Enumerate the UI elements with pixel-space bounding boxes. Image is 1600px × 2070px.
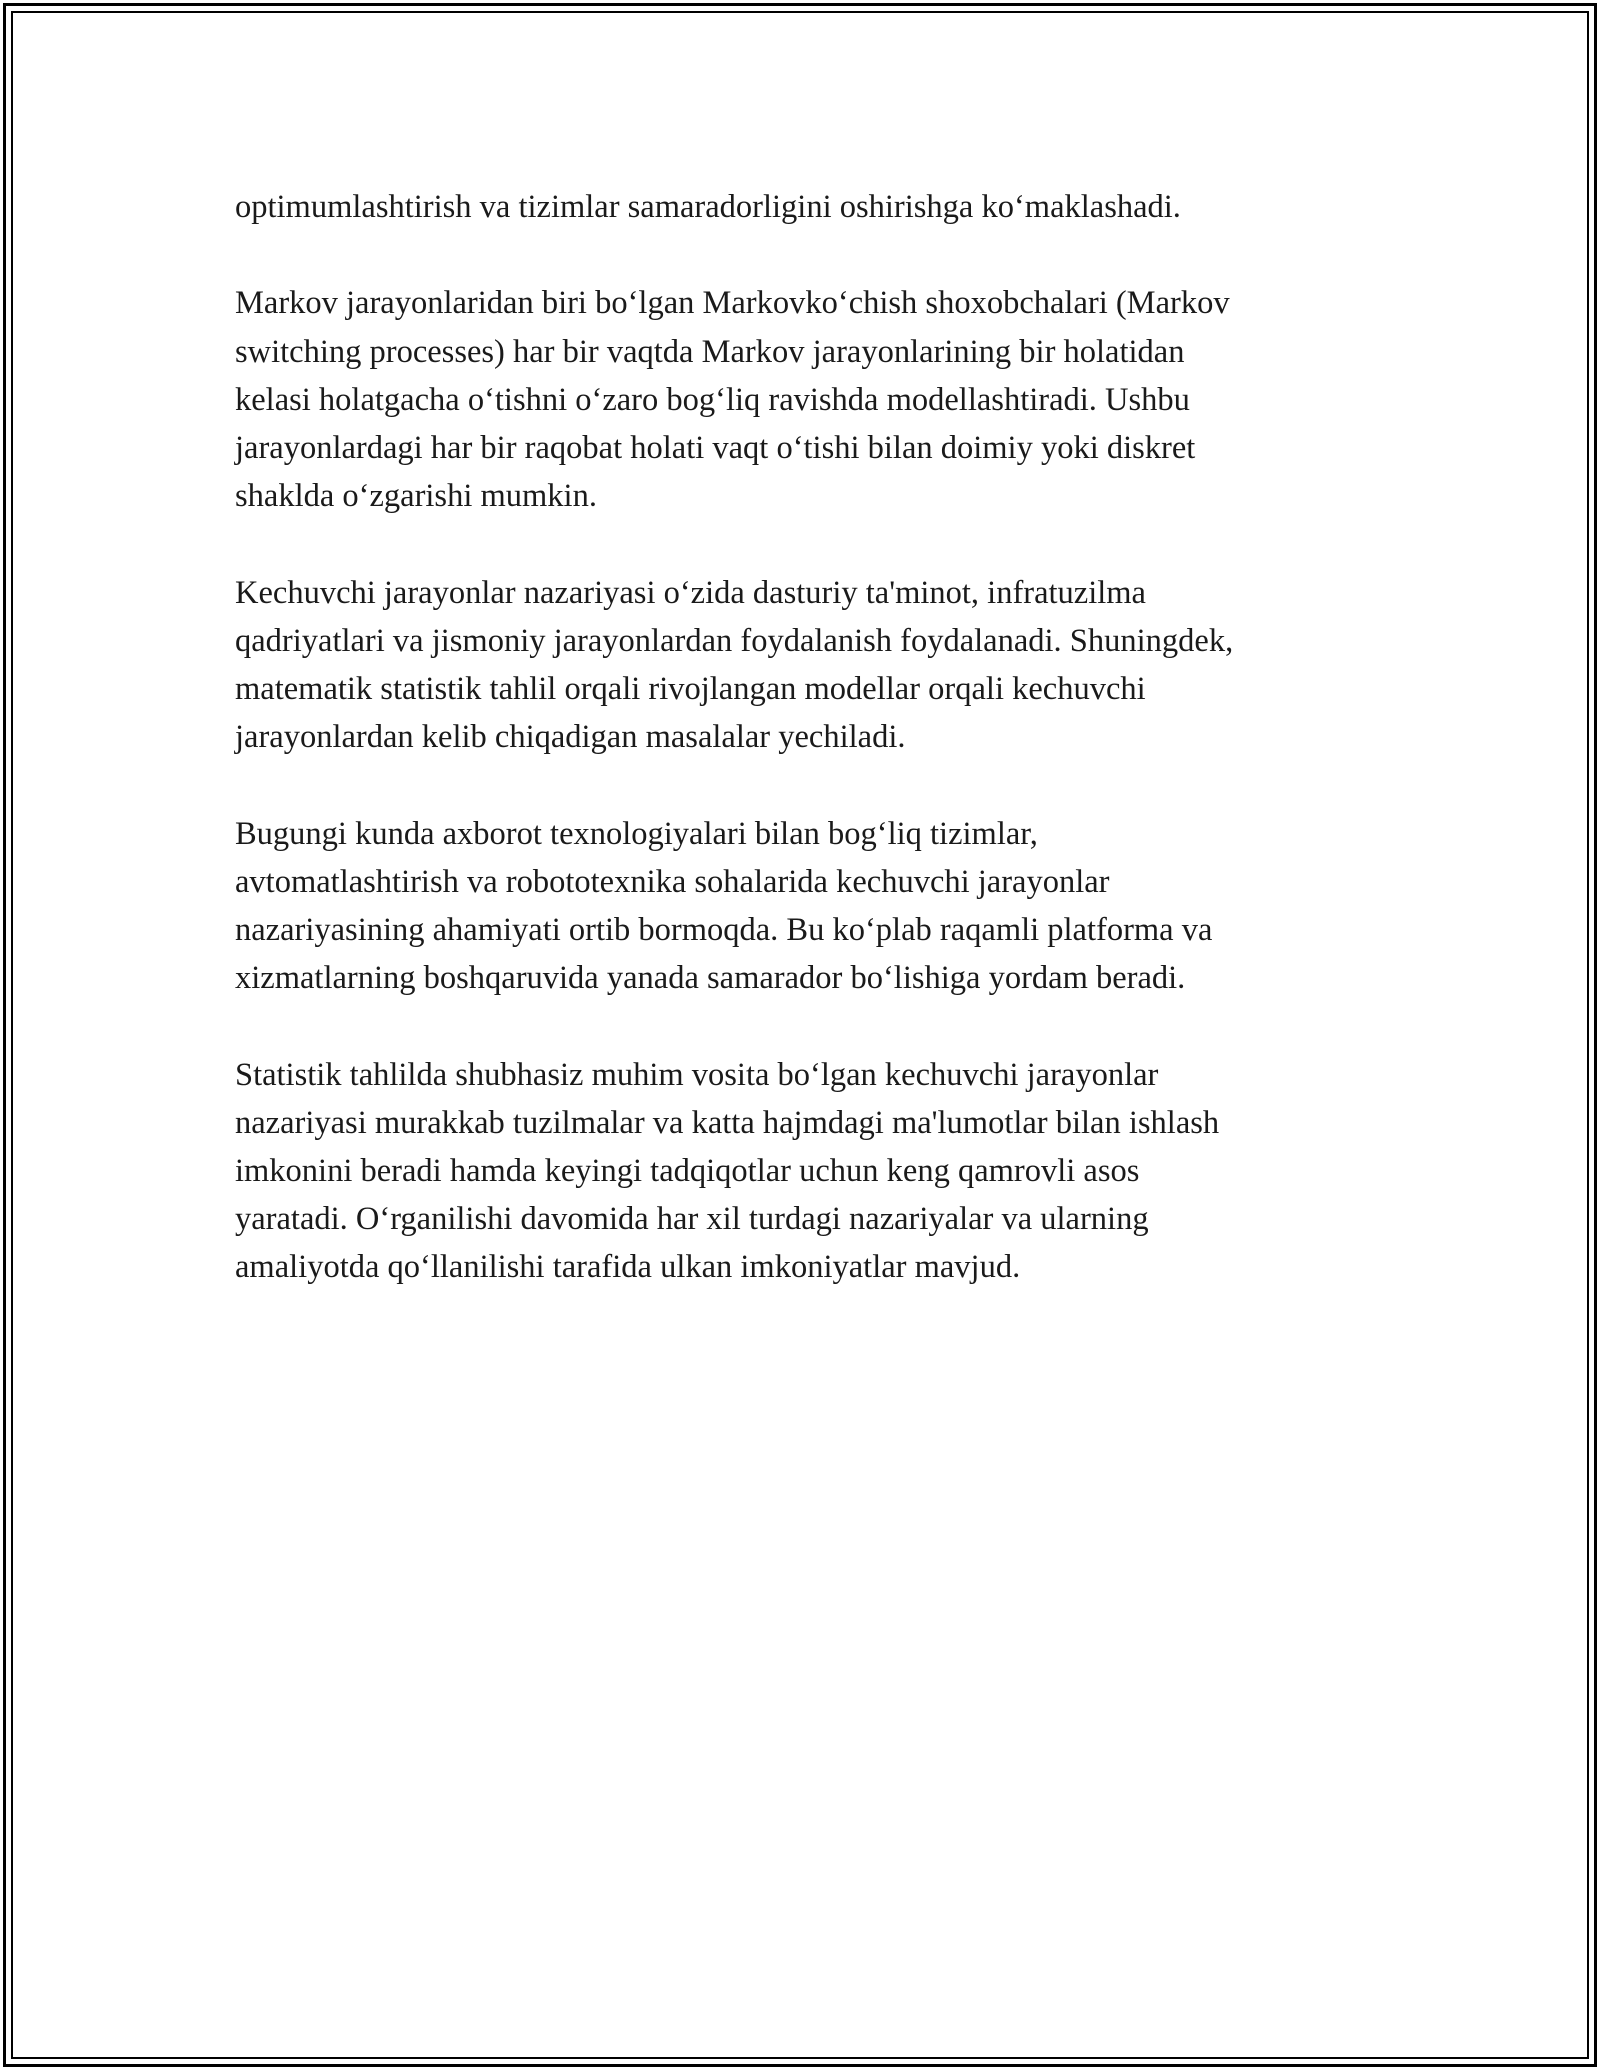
- text-line: switching processes) har bir vaqtda Markov jarayonlarining bir holatidan: [235, 333, 1185, 370]
- text-line: qadriyatlari va jismoniy jarayonlardan foydalanish foydalanadi. Shuningdek,: [235, 622, 1234, 659]
- text-line: Kechuvchi jarayonlar nazariyasi o‘zida dasturiy ta'minot, infratuzilma: [235, 574, 1146, 611]
- text-line: nazariyasining ahamiyati ortib bormoqda. Bu ko‘plab raqamli platforma va: [235, 912, 1213, 948]
- text-line: kelasi holatgacha o‘tishni o‘zaro bog‘liq ravishda modellashtiradi. Ushbu: [235, 381, 1190, 418]
- paragraph-2: [235, 279, 1405, 520]
- paragraph-3: [235, 569, 1405, 762]
- text-line: xizmatlarning boshqaruvida yanada samarador bo‘lishiga yordam beradi.: [235, 960, 1186, 997]
- paragraph-1: [235, 183, 1405, 231]
- text-line: optimumlashtirish va tizimlar samaradorligini oshirishga ko‘maklashadi.: [235, 189, 1181, 225]
- text-line: yaratadi. O‘rganilishi davomida har xil turdagi nazariyalar va ularning: [235, 1201, 1149, 1238]
- text-line: Statistik tahlilda shubhasiz muhim vosita bo‘lgan kechuvchi jarayonlar: [235, 1056, 1159, 1093]
- text-line: nazariyasi murakkab tuzilmalar va katta hajmdagi ma'lumotlar bilan ishlash: [235, 1104, 1220, 1141]
- text-line: Markov jarayonlaridan biri bo‘lgan Markovko‘chish shoxobchalari (Markov: [235, 285, 1230, 322]
- text-line: shaklda o‘zgarishi mumkin.: [235, 478, 597, 515]
- paragraph-4: [235, 810, 1405, 1003]
- text-line: jarayonlardan kelib chiqadigan masalalar yechiladi.: [235, 719, 906, 756]
- text-line: amaliyotda qo‘llanilishi tarafida ulkan imkoniyatlar mavjud.: [235, 1249, 1021, 1286]
- text-line: avtomatlashtirish va robototexnika sohalarida kechuvchi jarayonlar: [235, 863, 1110, 900]
- text-line: matematik statistik tahlil orqali rivojlangan modellar orqali kechuvchi: [235, 671, 1146, 707]
- paragraph-5: [235, 1051, 1405, 1292]
- text-line: jarayonlardagi har bir raqobat holati vaqt o‘tishi bilan doimiy yoki diskret: [235, 430, 1196, 466]
- text-line: imkonini beradi hamda keyingi tadqiqotlar uchun keng qamrovli asos: [235, 1153, 1140, 1189]
- document-body: [235, 183, 1405, 1340]
- text-line: Bugungi kunda axborot texnologiyalari bilan bog‘liq tizimlar,: [235, 815, 1038, 852]
